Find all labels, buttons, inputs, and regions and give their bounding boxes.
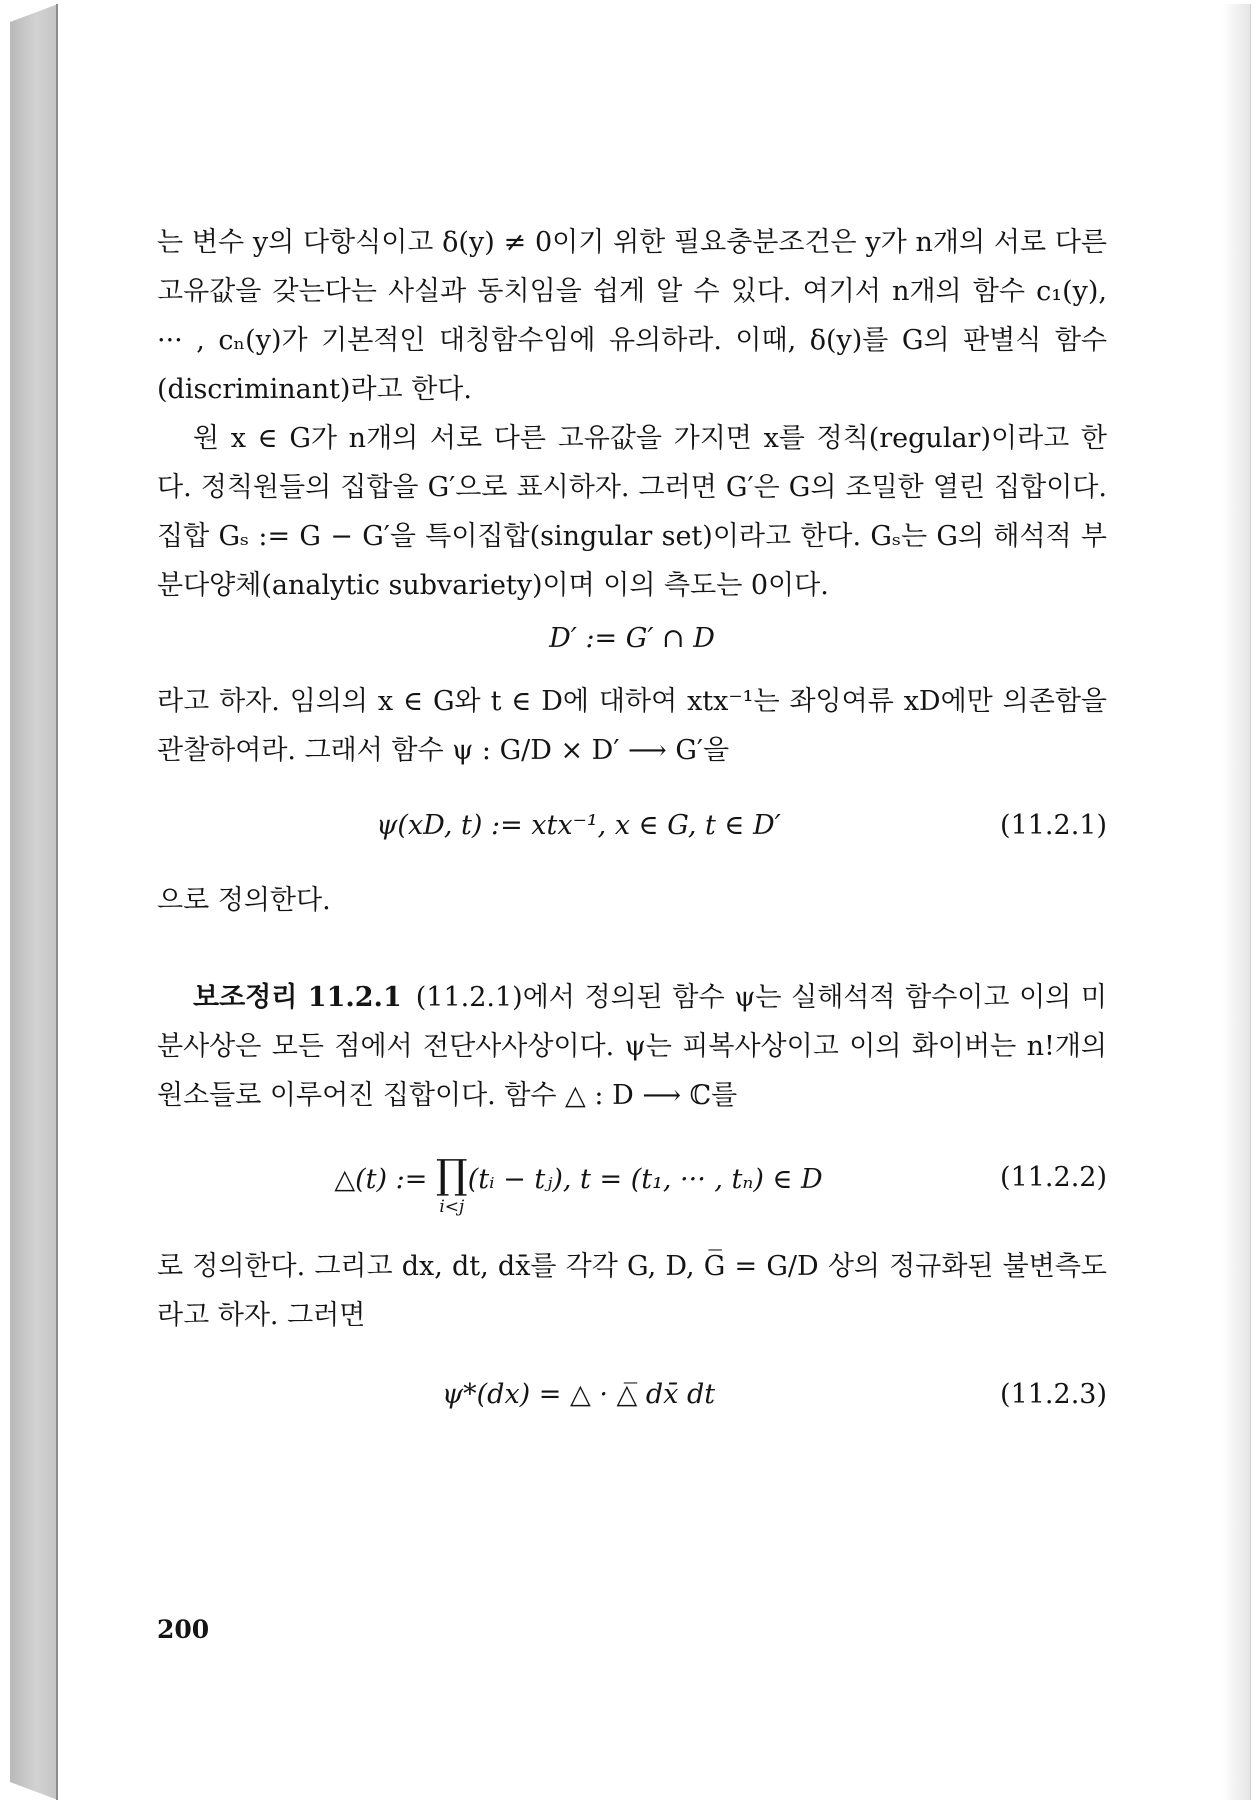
equation-11-2-2-body <box>157 1151 1000 1217</box>
paragraph-invariant-measures: 로 정의한다. 그리고 dx, dt, dx̄를 각각 G, D, G̅ = G/D 상의 정규화된 불변측도라고 하자. 그러면 <box>157 1251 1107 1331</box>
equation-number-11-2-1: (11.2.1) <box>1000 810 1107 841</box>
equation-11-2-3-body: ψ*(dx) = △ · △̅ dx̄ dt <box>441 1379 716 1410</box>
lemma-text: (11.2.1)에서 정의된 함수 ψ는 실해석적 함수이고 이의 미분사상은 모든 점에서 전단사사상이다. ψ는 피복사상이고 이의 화이버는 n!개의 원소들로 이루어진 집합이다. 함수 △ : D ⟶ ℂ를 <box>157 982 1107 1111</box>
page-content <box>157 218 1107 1419</box>
equation-number-11-2-2: (11.2.2) <box>1000 1161 1107 1193</box>
equation-11-2-2 <box>157 1142 1107 1217</box>
product-symbol: ∏ <box>435 1151 468 1198</box>
equation-11-2-3 <box>157 1370 1107 1419</box>
lemma-label: 보조정리 11.2.1 <box>193 982 402 1013</box>
equation-d-prime: D′ := G′ ∩ D <box>549 623 715 654</box>
equation-11-2-1-body: ψ(xD, t) := xtx⁻¹, x ∈ G, t ∈ D′ <box>376 810 781 841</box>
page-number: 200 <box>157 1615 210 1644</box>
lemma-11-2-1 <box>157 973 1107 1120</box>
paragraph-discriminant: 는 변수 y의 다항식이고 δ(y) ≠ 0이기 위한 필요충분조건은 y가 n개의 서로 다른 고유값을 갖는다는 사실과 동치임을 쉽게 알 수 있다. 여기서 n개의 함수 c₁(y), ··· , cₙ(y)가 기본적인 대칭함수임에 유의하라. 이때, δ(y)를 G의 판별식 함수(discriminant)라고 한다. <box>157 227 1107 405</box>
equation-11-2-1 <box>157 801 1107 850</box>
spine-edge <box>56 4 58 1800</box>
product-subscript: i<j <box>439 1196 465 1217</box>
paragraph-psi-definition: 라고 하자. 임의의 x ∈ G와 t ∈ D에 대하여 xtx⁻¹는 좌잉여류 xD에만 의존함을 관찰하여라. 그래서 함수 ψ : G/D × D′ ⟶ G′을 <box>157 686 1107 766</box>
paragraph-regular-elements: 원 x ∈ G가 n개의 서로 다른 고유값을 가지면 x를 정칙(regular)이라고 한다. 정칙원들의 집합을 G′으로 표시하자. 그러면 G′은 G의 조밀한 열린 집합이다. 집합 Gₛ := G − G′을 특이집합(singular set)이라고 한다. Gₛ는 G의 해석적 부분다양체(analytic subvariety)이며 이의 측도는 0이다. <box>157 423 1107 601</box>
book-spine <box>10 4 58 1800</box>
equation-11-2-2-right: (tᵢ − tⱼ), t = (t₁, ··· , tₙ) ∈ D <box>467 1163 823 1195</box>
equation-number-11-2-3: (11.2.3) <box>1000 1379 1107 1410</box>
paragraph-define: 으로 정의한다. <box>157 885 331 916</box>
page-edge-shadow <box>1222 4 1250 1800</box>
equation-11-2-2-left: △(t) := <box>334 1163 428 1195</box>
product-symbol-wrap <box>435 1151 468 1217</box>
